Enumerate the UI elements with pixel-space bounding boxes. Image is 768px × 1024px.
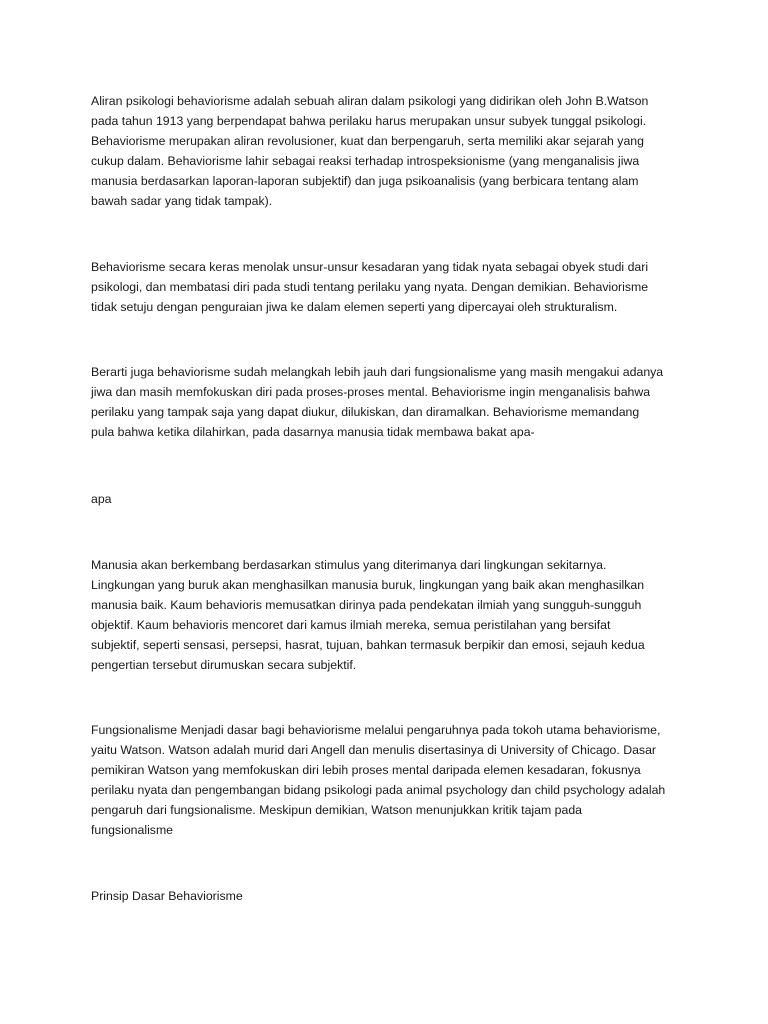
text-line: apa bbox=[91, 492, 112, 506]
text-line: pula bahwa ketika dilahirkan, pada dasarnya manusia tidak membawa bakat apa- bbox=[91, 424, 535, 439]
paragraph-rejection bbox=[91, 258, 691, 318]
text-line: yaitu Watson. Watson adalah murid dari Angell dan menulis disertasinya di University of Chicago. Dasar bbox=[91, 742, 657, 757]
text-line: subjektif, seperti sensasi, persepsi, hasrat, tujuan, bahkan termasuk berpikir dan emosi, sejauh kedua bbox=[91, 637, 645, 652]
text-line: Behaviorisme merupakan aliran revolusioner, kuat dan berpengaruh, serta memiliki akar sejarah yang bbox=[91, 133, 644, 148]
paragraph-environment bbox=[91, 556, 691, 675]
text-line: Behaviorisme secara keras menolak unsur-unsur kesadaran yang tidak nyata sebagai obyek studi dari bbox=[91, 260, 649, 274]
text-line: manusia baik. Kaum behavioris memusatkan dirinya pada pendekatan ilmiah yang sungguh-sungguh bbox=[91, 597, 642, 612]
section-heading bbox=[91, 887, 691, 907]
text-line: pemikiran Watson yang memfokuskan diri lebih proses mental daripada elemen kesadaran, fokusnya bbox=[91, 762, 641, 777]
text-line: Lingkungan yang buruk akan menghasilkan manusia buruk, lingkungan yang baik akan menghasilkan bbox=[91, 577, 645, 592]
text-line: Fungsionalisme Menjadi dasar bagi behaviorisme melalui pengaruhnya pada tokoh utama behaviorisme, bbox=[91, 723, 661, 737]
text-line: bawah sadar yang tidak tampak). bbox=[91, 193, 273, 208]
text-line: fungsionalisme bbox=[91, 822, 174, 837]
text-line: pengaruh dari fungsionalisme. Meskipun demikian, Watson menunjukkan kritik tajam pada bbox=[91, 802, 582, 817]
text-line: Manusia akan berkembang berdasarkan stimulus yang diterimanya dari lingkungan sekitarnya. bbox=[91, 558, 607, 572]
text-line: perilaku nyata dan pengembangan bidang psikologi pada animal psychology dan child psychology adalah bbox=[91, 782, 666, 797]
text-line: psikologi, dan membatasi diri pada studi tentang perilaku yang nyata. Dengan demikian. Behaviorisme bbox=[91, 279, 649, 294]
text-line: perilaku yang tampak saja yang dapat diukur, dilukiskan, dan diramalkan. Behaviorisme memandang bbox=[91, 404, 640, 419]
text-line: pengertian tersebut dirumuskan secara subjektif. bbox=[91, 657, 357, 672]
text-line: cukup dalam. Behaviorisme lahir sebagai reaksi terhadap introspeksionisme (yang menganalisis jiwa bbox=[91, 153, 640, 168]
text-line: objektif. Kaum behavioris mencoret dari kamus ilmiah mereka, semua peristilahan yang bersifat bbox=[91, 617, 611, 632]
text-line: Berarti juga behaviorisme sudah melangkah lebih jauh dari fungsionalisme yang masih mengakui adanya bbox=[91, 365, 664, 379]
text-line: jiwa dan masih memfokuskan diri pada proses-proses mental. Behaviorisme ingin menganalisis bahwa bbox=[91, 384, 651, 399]
paragraph-watson bbox=[91, 721, 691, 840]
text-line: Prinsip Dasar Behaviorisme bbox=[91, 889, 243, 903]
text-line: Aliran psikologi behaviorisme adalah sebuah aliran dalam psikologi yang didirikan oleh John B.Watson bbox=[91, 94, 649, 108]
paragraph-fragment bbox=[91, 490, 691, 510]
text-line: manusia berdasarkan laporan-laporan subjektif) dan juga psikoanalisis (yang berbicara tentang alam bbox=[91, 173, 639, 188]
paragraph-functionalism-step bbox=[91, 363, 691, 443]
text-line: pada tahun 1913 yang berpendapat bahwa perilaku harus merupakan unsur subyek tunggal psikologi. bbox=[91, 113, 647, 128]
paragraph-intro bbox=[91, 92, 691, 211]
text-line: tidak setuju dengan penguraian jiwa ke dalam elemen seperti yang dipercayai oleh strukturalism. bbox=[91, 299, 618, 314]
